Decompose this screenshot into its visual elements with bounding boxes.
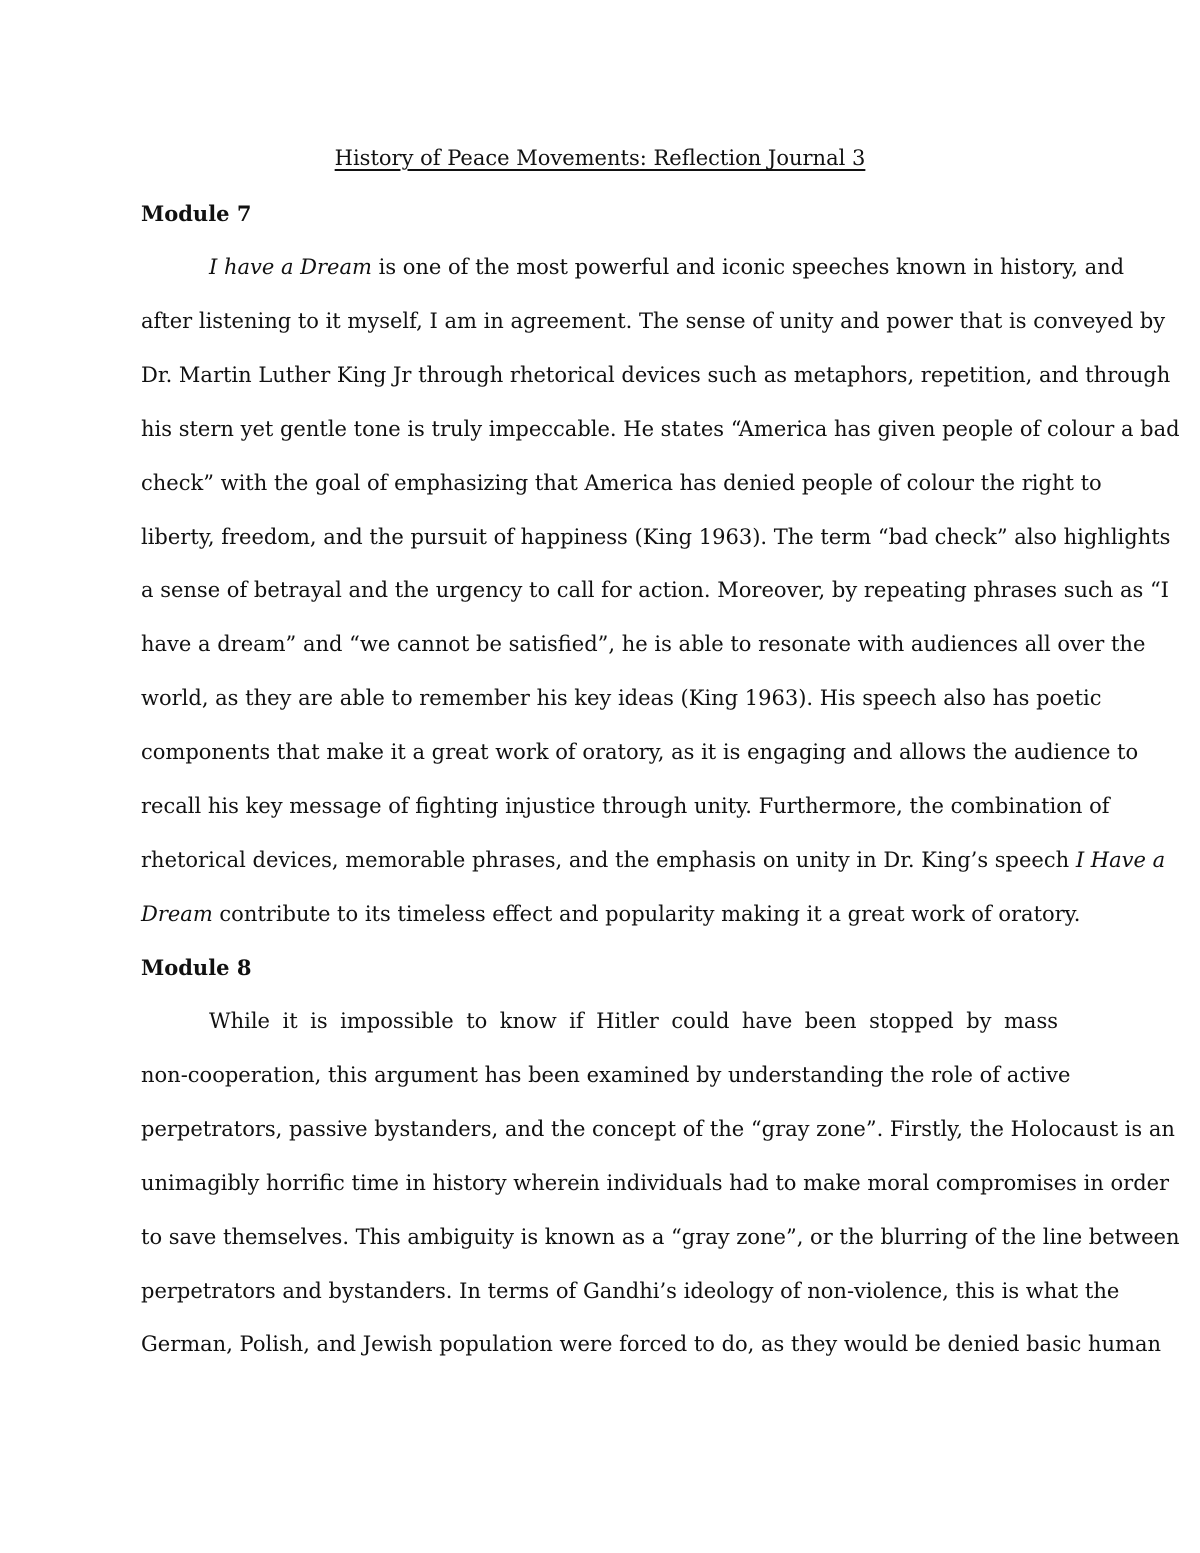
text-run: rhetorical devices, memorable phrases, and the emphasis on unity in Dr. King’s speech [141,847,1076,872]
text-run: to save themselves. This ambiguity is known as a “gray zone”, or the blurring of the line between [141,1224,1180,1249]
text-run: contribute to its timeless effect and popularity making it a great work of oratory. [212,901,1081,926]
text-line [141,520,1171,554]
text-line [141,304,1166,338]
text-run: perpetrators, passive bystanders, and the concept of the “gray zone”. Firstly, the Holocaust is an [141,1116,1175,1141]
text-line [209,1004,1058,1038]
text-line [141,843,1166,877]
text-run: German, Polish, and Jewish population were forced to do, as they would be denied basic human [141,1332,1162,1357]
text-run: a sense of betrayal and the urgency to call for action. Moreover, by repeating phrases such as “I [141,578,1169,603]
text-line [209,250,1125,284]
text-run: after listening to it myself, I am in agreement. The sense of unity and power that is conveyed by [141,308,1166,333]
italic-text: I Have a [1075,847,1166,872]
text-line [141,1220,1180,1254]
text-line [141,1327,1162,1361]
text-line [141,627,1146,661]
text-run: world, as they are able to remember his key ideas (King 1963). His speech also has poetic [141,686,1102,711]
text-run: liberty, freedom, and the pursuit of happiness (King 1963). The term “bad check” also highlights [141,524,1171,549]
document-title-text: History of Peace Movements: Reflection Journal 3 [334,146,866,170]
text-line [141,897,1081,931]
text-run: Dr. Martin Luther King Jr through rhetorical devices such as metaphors, repetition, and through [141,362,1171,387]
text-line [141,412,1180,446]
text-run: recall his key message of fighting injustice through unity. Furthermore, the combination of [141,794,1110,818]
text-run: have a dream” and “we cannot be satisfied”, he is able to resonate with audiences all over the [141,632,1146,657]
text-line [141,573,1169,607]
text-line [141,735,1139,769]
section-heading-module-7: Module 7 [141,201,252,226]
text-line [141,1058,1071,1092]
italic-text: I have a Dream [209,255,372,279]
text-line [141,789,1110,823]
text-line [141,681,1102,715]
text-run: his stern yet gentle tone is truly impeccable. He states “America has given people of colour a bad [141,416,1180,441]
italic-text: Dream [141,901,213,926]
text-run: check” with the goal of emphasizing that America has denied people of colour the right to [141,470,1102,495]
document-title [0,141,1200,175]
section-heading-module-8: Module 8 [141,955,252,980]
text-run: unimagibly horrific time in history wherein individuals had to make moral compromises in order [141,1170,1170,1195]
text-run: components that make it a great work of oratory, as it is engaging and allows the audience to [141,740,1139,765]
text-line [141,358,1171,392]
text-line [141,1274,1120,1308]
text-line [141,466,1102,500]
text-line [141,1166,1170,1200]
text-run: is one of the most powerful and iconic speeches known in history, and [371,255,1125,279]
text-line [141,1112,1175,1146]
text-run: non-cooperation, this argument has been examined by understanding the role of active [141,1062,1071,1087]
text-run: perpetrators and bystanders. In terms of Gandhi’s ideology of non-violence, this is what the [141,1278,1120,1303]
text-run: While it is impossible to know if Hitler could have been stopped by mass [209,1009,1058,1033]
